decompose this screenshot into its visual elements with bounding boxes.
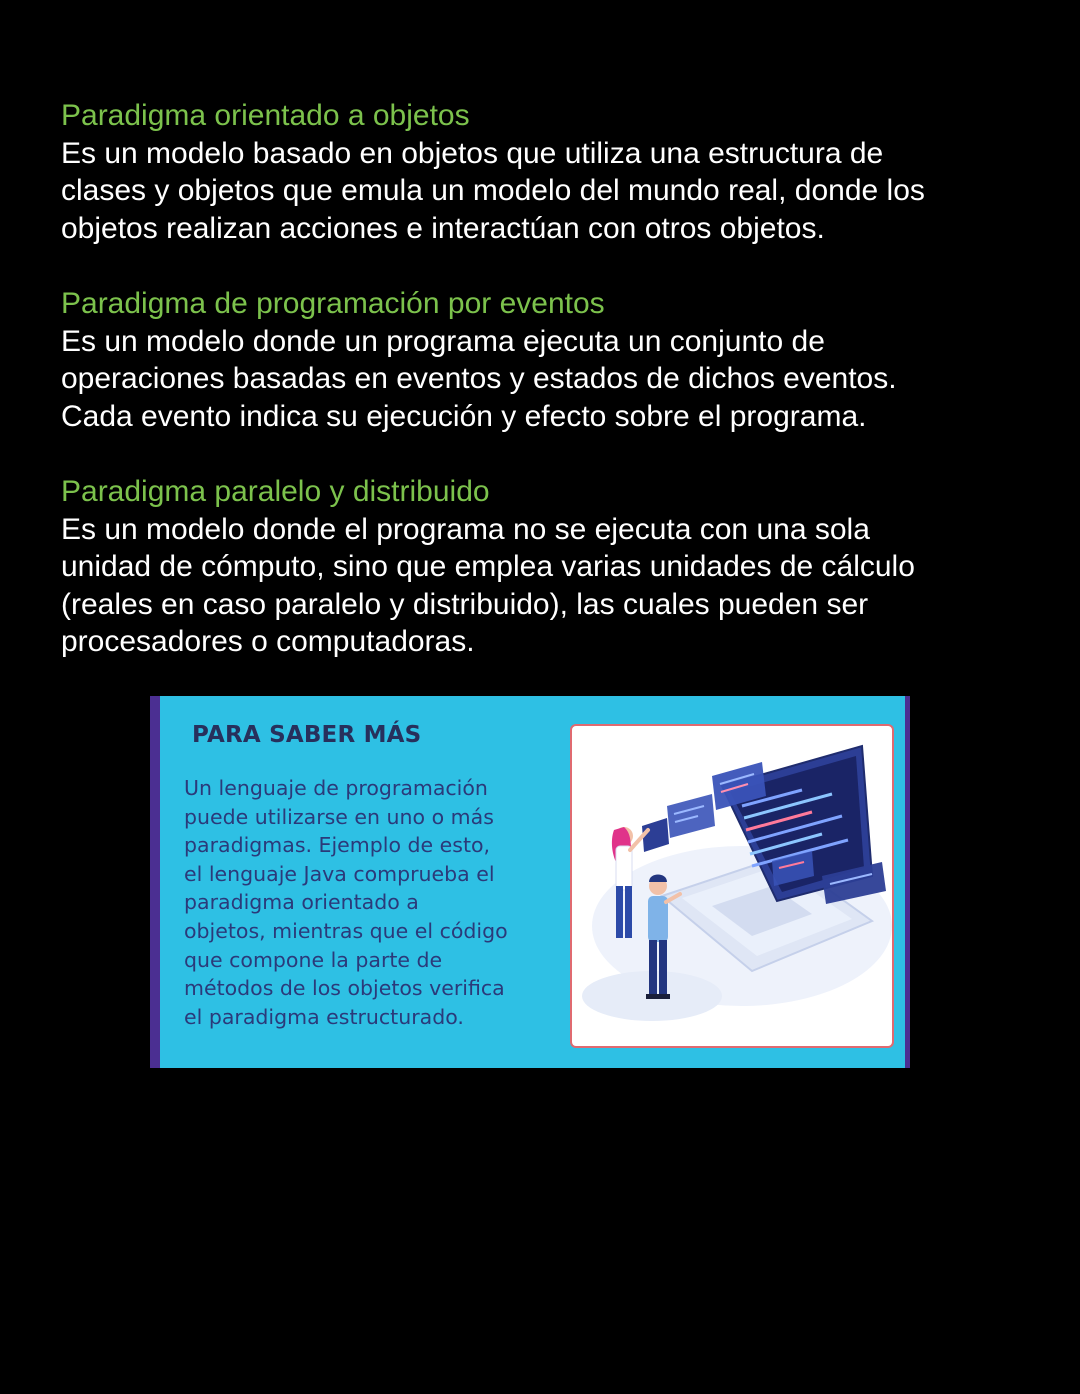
section-parallel-distributed: [61, 473, 1021, 661]
info-line: métodos de los objetos verifica: [184, 976, 505, 1001]
info-line: Un lenguaje de programación: [184, 776, 488, 800]
info-line: paradigmas. Ejemplo de esto,: [184, 833, 491, 858]
info-box-text: [184, 774, 554, 1031]
info-line: el lenguaje Java comprueba el: [184, 861, 495, 886]
section-title: Paradigma de programación por eventos: [61, 287, 605, 320]
info-line: que compone la parte de: [184, 947, 443, 972]
info-line: objetos, mientras que el código: [184, 918, 508, 943]
section-event-driven: [61, 285, 1021, 435]
illustration-frame: [570, 724, 894, 1048]
info-line: puede utilizarse en uno o más: [184, 804, 494, 829]
body-line: Es un modelo donde el programa no se ejecuta con una sola: [61, 512, 870, 546]
body-line: Es un modelo basado en objetos que utiliza una estructura de: [61, 136, 884, 170]
document-content: [61, 97, 1021, 699]
people-with-laptop-code-screens-illustration: [572, 726, 892, 1046]
body-line: clases y objetos que emula un modelo del mundo real, donde los: [61, 174, 925, 207]
section-object-oriented: [61, 97, 1021, 247]
section-body: [61, 511, 1021, 661]
info-line: paradigma orientado a: [184, 890, 419, 915]
body-line: operaciones basadas en eventos y estados de dichos eventos.: [61, 362, 897, 395]
box-accent-bar-right: [905, 696, 910, 1068]
section-title: Paradigma paralelo y distribuido: [61, 475, 490, 508]
body-line: Cada evento indica su ejecución y efecto sobre el programa.: [61, 399, 867, 433]
body-line: Es un modelo donde un programa ejecuta un conjunto de: [61, 324, 825, 358]
body-line: objetos realizan acciones e interactúan con otros objetos.: [61, 211, 825, 245]
section-body: [61, 135, 1021, 248]
body-line: unidad de cómputo, sino que emplea varias unidades de cálculo: [61, 550, 915, 583]
section-title: Paradigma orientado a objetos: [61, 99, 470, 132]
body-line: (reales en caso paralelo y distribuido), las cuales pueden ser: [61, 587, 869, 621]
box-accent-bar-left: [150, 696, 160, 1068]
info-line: el paradigma estructurado.: [184, 1004, 464, 1029]
para-saber-mas-box: [150, 696, 910, 1068]
section-body: [61, 323, 1021, 436]
info-box-title: PARA SABER MÁS: [192, 722, 422, 748]
body-line: procesadores o computadoras.: [61, 625, 475, 658]
